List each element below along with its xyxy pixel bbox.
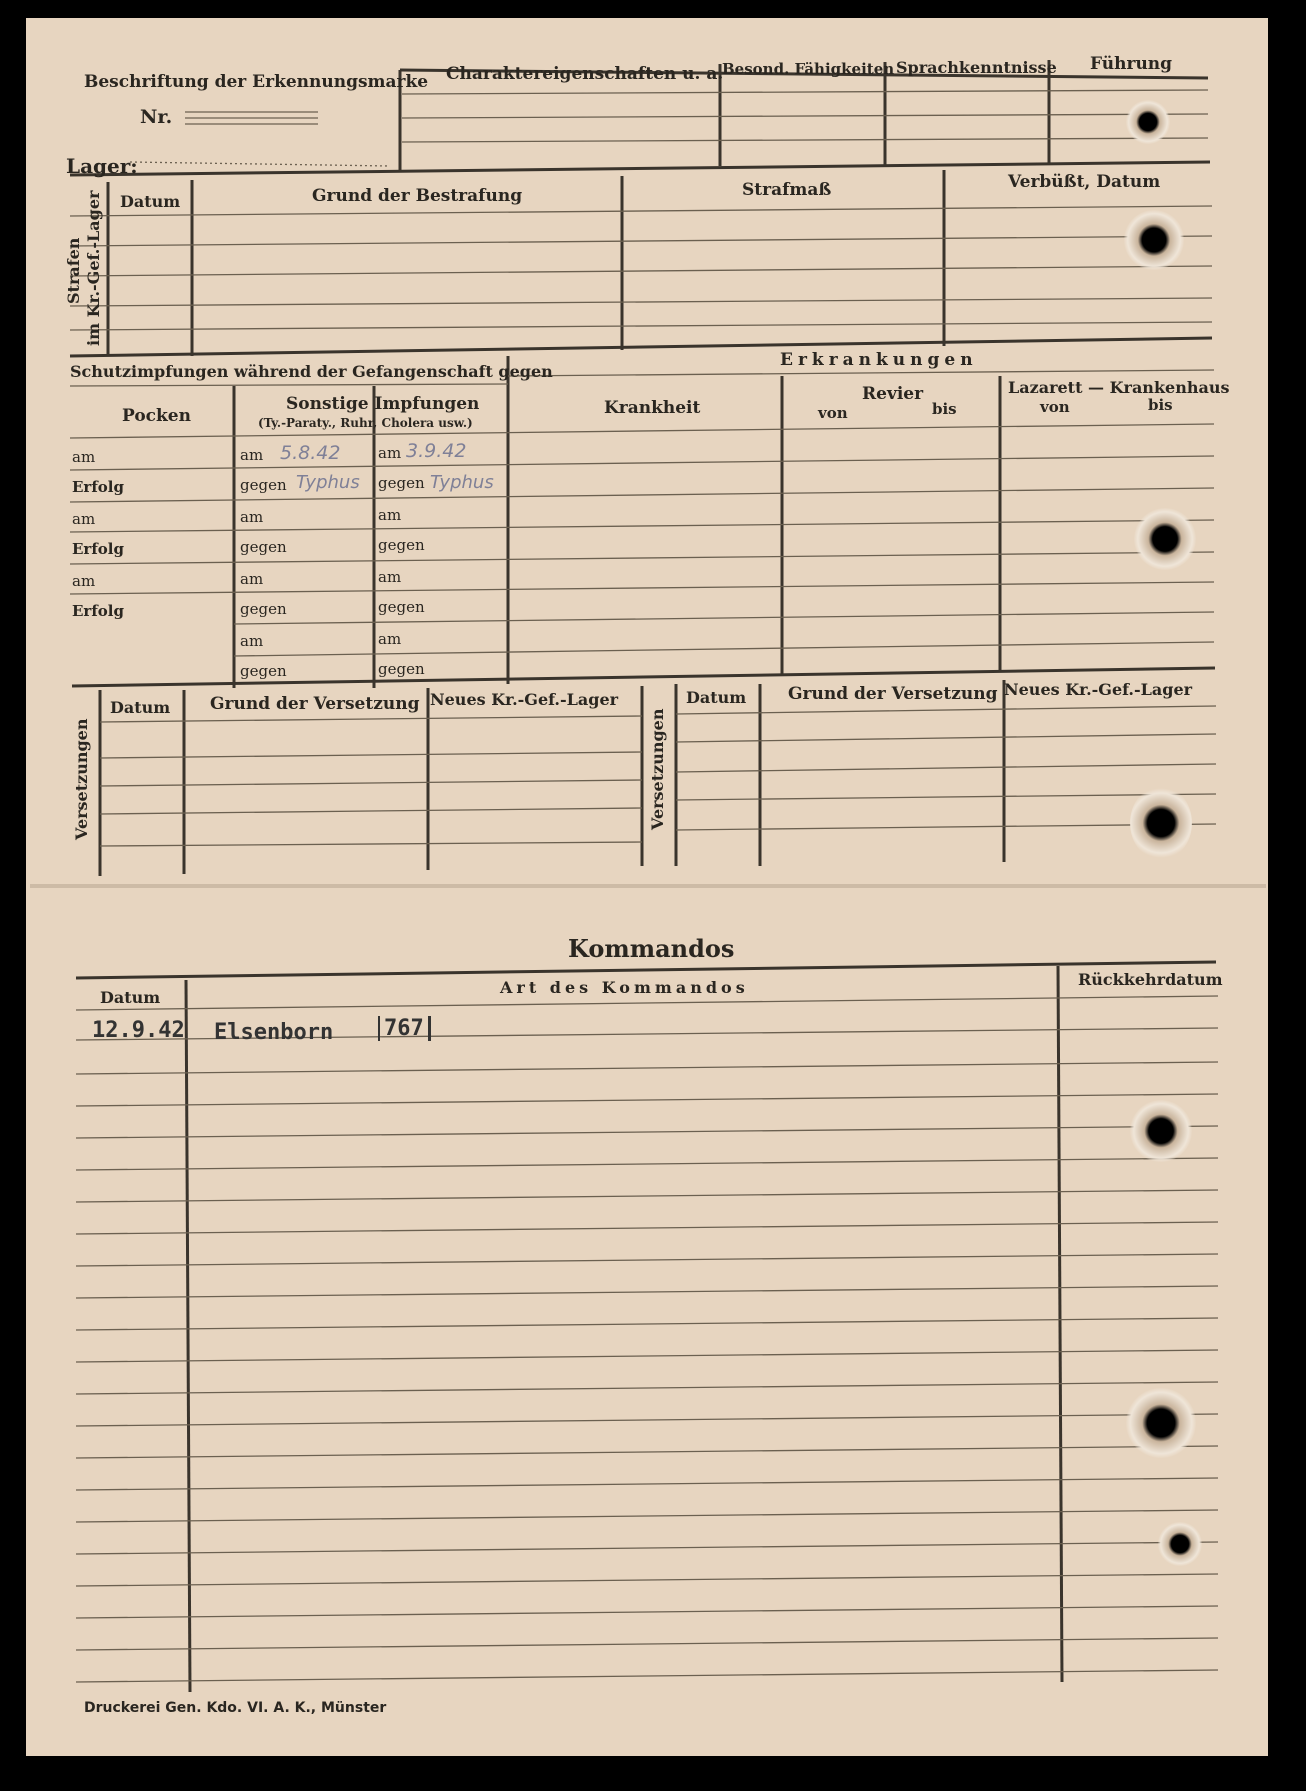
- erkennungsmarke-label: Beschriftung der Erkennungsmarke: [84, 72, 429, 92]
- punch-hole: [1126, 100, 1170, 144]
- neues-lager-header-right: Neues Kr.-Gef.-Lager: [1004, 680, 1193, 699]
- pocken-am-2: am: [72, 510, 96, 528]
- punch-hole: [1130, 1100, 1192, 1162]
- pocken-header: Pocken: [122, 406, 191, 426]
- sonstige-subheader: (Ty.-Paraty., Ruhr, Cholera usw.): [258, 416, 473, 430]
- sonstige-am-4a: am: [240, 632, 264, 650]
- lager-label: Lager:: [66, 154, 138, 178]
- strafen-side-label: [64, 190, 104, 346]
- charakter-header: Charaktereigenschaften u. a.: [446, 64, 724, 84]
- grund-bestrafung-header: Grund der Bestrafung: [312, 186, 523, 206]
- sonstige-gegen-2b: gegen: [378, 536, 425, 554]
- sonstige-gegen-1a: gegen: [240, 476, 287, 494]
- revier-bis: bis: [932, 400, 957, 418]
- art-kommandos-header: Art des Kommandos: [500, 978, 749, 997]
- sonstige-gegen-3a: gegen: [240, 600, 287, 618]
- versetzung-grund-header-right: Grund der Versetzung: [788, 684, 998, 704]
- sprachkenntnisse-header: Sprachkenntnisse: [896, 58, 1057, 77]
- sonstige-am-3a: am: [240, 570, 264, 588]
- sonstige-am-2b: am: [378, 506, 402, 524]
- sonstige-am-1a: am: [240, 446, 264, 464]
- pocken-am-1: am: [72, 448, 96, 466]
- printer-footer: Druckerei Gen. Kdo. VI. A. K., Münster: [84, 1700, 387, 1716]
- erkrankungen-title: Erkrankungen: [780, 350, 978, 370]
- impfungen-title: Schutzimpfungen während der Gefangenschaft gegen: [70, 362, 553, 381]
- versetzung-grund-header-left: Grund der Versetzung: [210, 694, 420, 714]
- sonstige-gegen-4b: gegen: [378, 660, 425, 678]
- lazarett-von: von: [1040, 398, 1070, 416]
- pocken-erfolg-1: Erfolg: [72, 478, 124, 496]
- punch-hole: [1134, 508, 1196, 570]
- nr-label: Nr.: [140, 106, 173, 128]
- pocken-am-3: am: [72, 572, 96, 590]
- pocken-erfolg-2: Erfolg: [72, 540, 124, 558]
- kommando-entry-datum: 12.9.42: [92, 1018, 185, 1043]
- sonstige-am-2a: am: [240, 508, 264, 526]
- sonstige-header: Sonstige Impfungen: [286, 394, 480, 414]
- sonstige-am-1a-value: 5.8.42: [280, 442, 341, 464]
- neues-lager-header-left: Neues Kr.-Gef.-Lager: [430, 690, 619, 709]
- sonstige-gegen-1b: gegen: [378, 474, 425, 492]
- sonstige-gegen-3b: gegen: [378, 598, 425, 616]
- strafen-side-label-1: Strafen: [64, 237, 83, 305]
- lazarett-bis: bis: [1148, 396, 1173, 414]
- versetzungen-side-label-left: Versetzungen: [72, 718, 91, 840]
- kommando-entry-nr: 767: [378, 1016, 431, 1041]
- punch-hole: [1124, 210, 1184, 270]
- kommandos-datum-header: Datum: [100, 988, 161, 1007]
- strafen-side-label-2: im Kr.-Gef.-Lager: [84, 190, 103, 346]
- revier-von: von: [818, 404, 848, 422]
- punch-hole: [1158, 1522, 1202, 1566]
- revier-header: Revier: [862, 384, 924, 404]
- verbuesst-header: Verbüßt, Datum: [1008, 172, 1161, 192]
- strafmass-header: Strafmaß: [742, 180, 832, 200]
- kommando-entry-art: Elsenborn: [214, 1020, 334, 1045]
- versetzung-datum-header-left: Datum: [110, 698, 171, 717]
- punch-hole: [1130, 786, 1192, 860]
- pocken-erfolg-3: Erfolg: [72, 602, 124, 620]
- sonstige-gegen-1a-value: Typhus: [296, 472, 360, 493]
- sonstige-gegen-1b-value: Typhus: [430, 472, 494, 493]
- sonstige-gegen-2a: gegen: [240, 538, 287, 556]
- punch-hole: [1126, 1388, 1196, 1458]
- lazarett-header: Lazarett — Krankenhaus: [1008, 378, 1230, 397]
- sonstige-am-3b: am: [378, 568, 402, 586]
- kommandos-title: Kommandos: [568, 934, 735, 963]
- faehigkeiten-header: Besond. Fähigkeiten: [722, 60, 895, 78]
- sonstige-am-1b: am: [378, 444, 402, 462]
- sonstige-am-4b: am: [378, 630, 402, 648]
- rueckkehrdatum-header: Rückkehrdatum: [1078, 970, 1223, 989]
- sonstige-am-1b-value: 3.9.42: [406, 440, 467, 462]
- sonstige-gegen-4a: gegen: [240, 662, 287, 680]
- krankheit-header: Krankheit: [604, 398, 701, 418]
- fuehrung-header: Führung: [1090, 54, 1173, 74]
- versetzung-datum-header-right: Datum: [686, 688, 747, 707]
- strafen-datum-header: Datum: [120, 192, 181, 211]
- versetzungen-side-label-right: Versetzungen: [648, 708, 667, 830]
